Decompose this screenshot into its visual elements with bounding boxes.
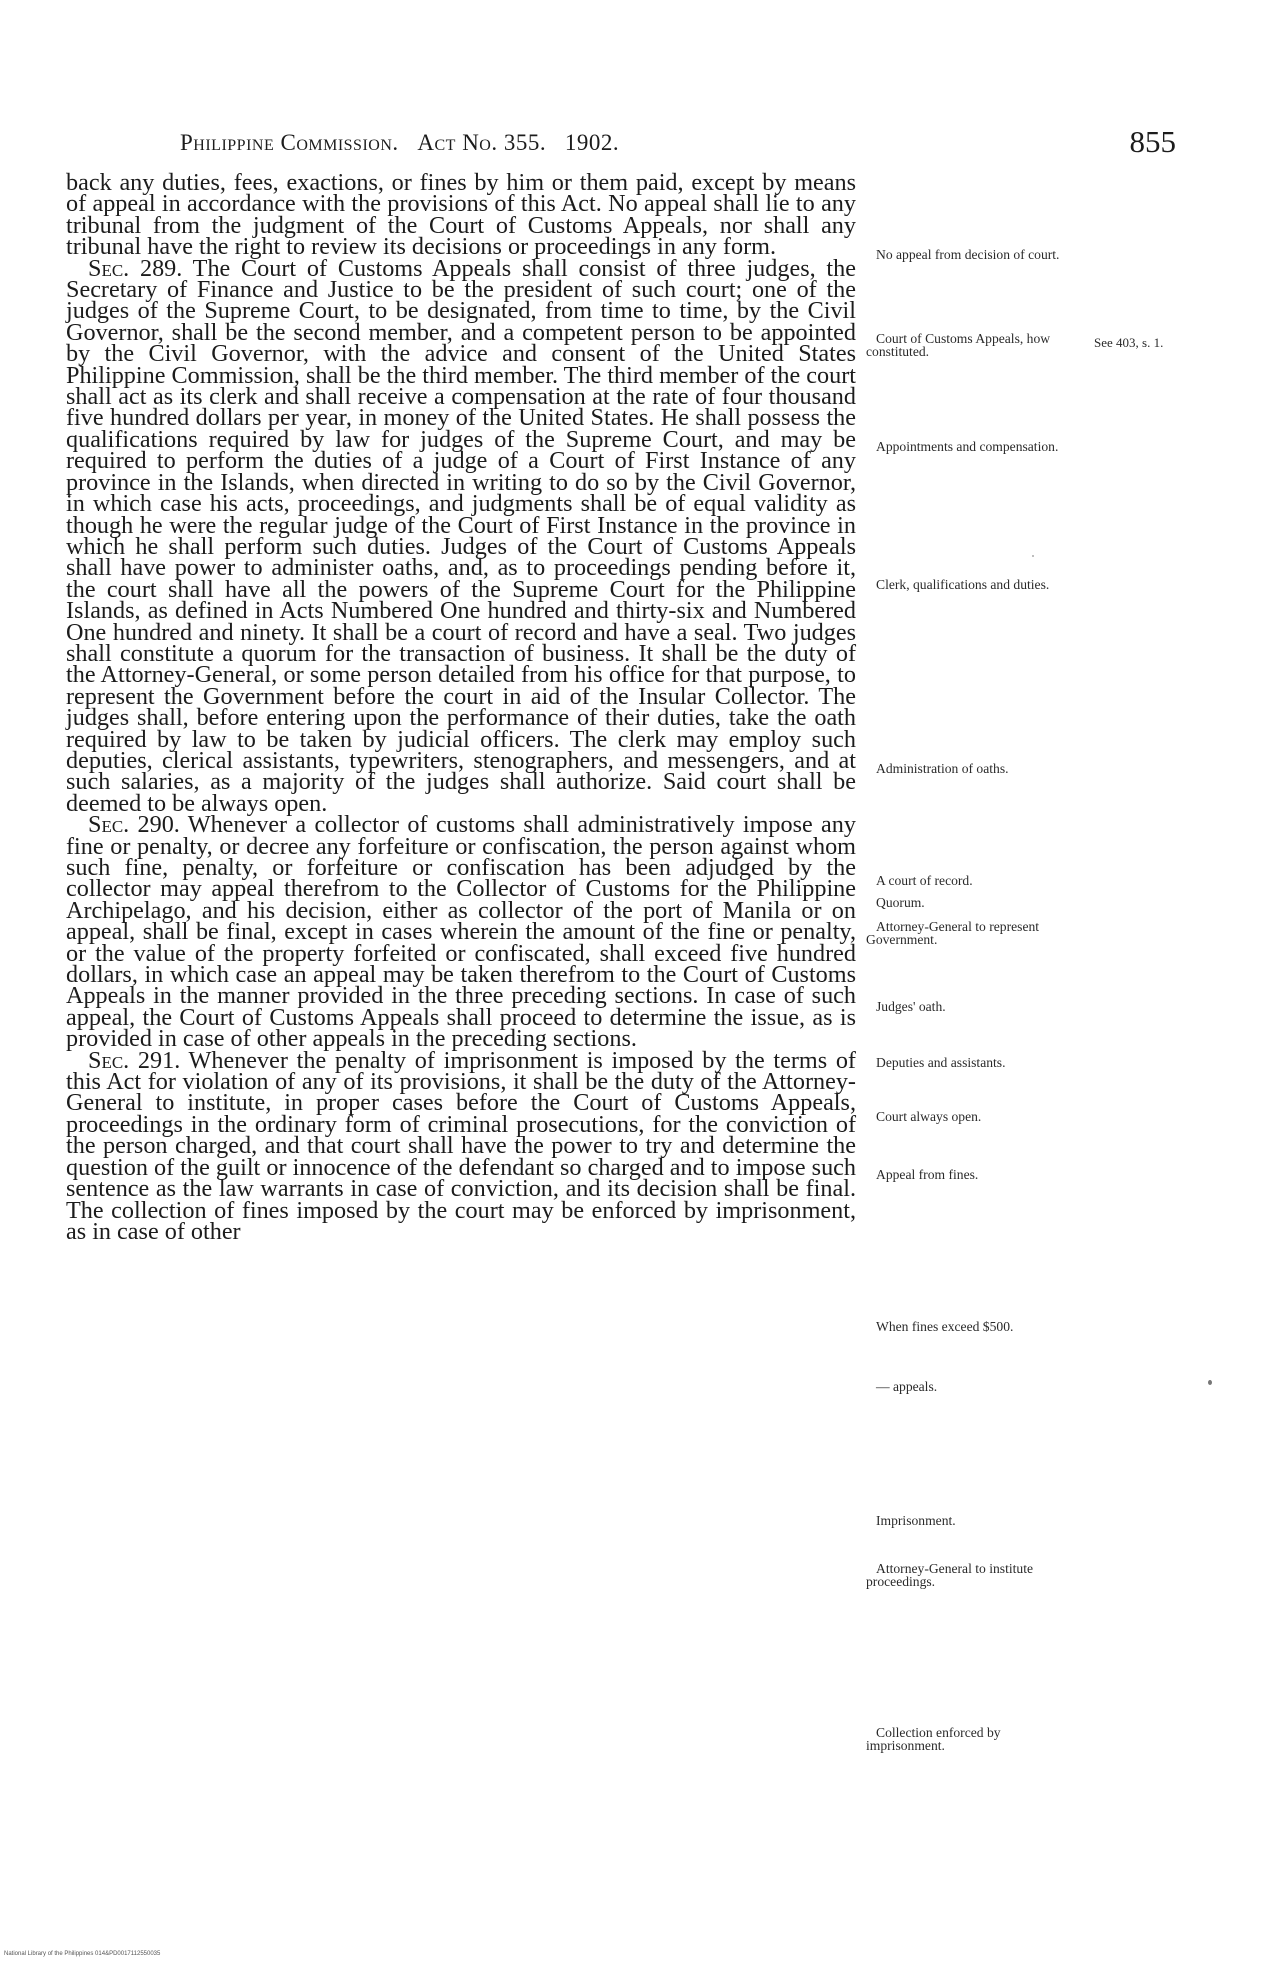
- margin-note: Collection enforced by imprisonment.: [866, 1725, 1001, 1753]
- margin-note: Clerk, qualifications and duties.: [876, 577, 1050, 592]
- margin-note: A court of record.: [876, 873, 973, 888]
- paragraph-continuation: back any duties, fees, exactions, or fines by him or them paid, except by means of appeal in accordance with the provisions of this Act. No appeal shall lie to any tribunal from the judgment of the Court of Customs Appeals, nor shall any tribunal have the right to review its decisions or proceedings in any form.: [66, 169, 856, 261]
- section-label: Sec. 290.: [88, 811, 180, 839]
- margin-cross-reference: See 403, s. 1.: [1094, 335, 1164, 350]
- page-header: [180, 118, 1180, 158]
- running-head-year: 1902.: [564, 130, 620, 155]
- section-291: Sec. 291. Whenever the penalty of imprisonment is imposed by the terms of this Act for violation of any of its provisions, it shall be the duty of the Attorney-General to institute, in proper cases before the Court of Customs Appeals, proceedings in the ordinary form of criminal prosecutions, for the conviction of the person charged, and that court shall have the power to try and determine the question of the guilt or innocence of the defendant so charged and to impose such sentence as the law warrants in case of conviction, and its decision shall be final. The collection of fines imposed by the court may be enforced by imprisonment, as in case of other: [66, 1046, 856, 1245]
- margin-note: Quorum.: [876, 895, 925, 910]
- margin-note: Attorney-General to represent Government.: [866, 919, 1040, 947]
- margin-note: Appointments and compensation.: [876, 439, 1059, 454]
- page-number: 855: [1129, 124, 1176, 159]
- margin-note: No appeal from decision of court.: [876, 247, 1060, 262]
- margin-note: Administration of oaths.: [876, 761, 1009, 776]
- section-290: Sec. 290. Whenever a collector of customs shall administratively impose any fine or penalty, or decree any forfeiture or confiscation, the person against whom such fine, penalty, or forfeiture or confiscation has been adjudged by the collector may appeal therefrom to the Collector of Customs for the Philippine Archipelago, and his decision, either as collector of the port of Manila or on appeal, shall be final, except in cases wherein the amount of the fine or penalty, or the value of the property forfeited or confiscated, shall exceed five hundred dollars, in which case an appeal may be taken therefrom to the Court of Customs Appeals in the manner provided in the three preceding sections. In case of such appeal, the Court of Customs Appeals shall proceed to determine the issue, as is provided in case of other appeals in the preceding sections.: [66, 811, 856, 1053]
- section-289: Sec. 289. The Court of Customs Appeals shall consist of three judges, the Secretary of Finance and Justice to be the president of such court; one of the judges of the Supreme Court, to be designated, from time to time, by the Civil Governor, shall be the second member, and a competent person to be appointed by the Civil Governor, with the advice and consent of the United States Philippine Commission, shall be the third member. The third member of the court shall act as its clerk and shall receive a compensation at the rate of four thousand five hundred dollars per year, in money of the United States. He shall possess the qualifications required by law for judges of the Supreme Court, and may be required to perform the duties of a judge of a Court of First Instance of any province in the Islands, when directed in writing to do so by the Civil Governor, in which case his acts, proceedings, and judgments shall be of equal validity as though he were the regular judge of the Court of First Instance in the province in which he shall perform such duties. Judges of the Court of Customs Appeals shall have power to administer oaths, and, as to proceedings pending before it, the court shall have all the powers of the Supreme Court for the Philippine Islands, as defined in Acts Numbered One hundred and thirty-six and Numbered One hundred and ninety. It shall be a court of record and have a seal. Two judges shall constitute a quorum for the transaction of business. It shall be the duty of the Attorney-General, or some person detailed from his office for that purpose, to represent the Government before the court in aid of the Insular Collector. The judges shall, before entering upon the performance of their duties, take the oath required by law to be taken by judicial officers. The clerk may employ such deputies, clerical assistants, typewriters, stenographers, and messengers, and at such salaries, as a majority of the judges shall authorize. Said court shall be deemed to be always open.: [66, 254, 856, 817]
- running-head-act: Act No. 355.: [417, 130, 547, 155]
- scan-footer: National Library of the Philippines 014&PD0017112550035: [4, 1951, 161, 1957]
- scan-speck: [1208, 1380, 1212, 1385]
- margin-note: Attorney-General to institute proceedings.: [866, 1561, 1034, 1589]
- margin-note: When fines exceed $500.: [876, 1319, 1014, 1334]
- scan-speck: [1032, 555, 1034, 557]
- margin-note: Appeal from fines.: [876, 1167, 979, 1182]
- section-label: Sec. 291.: [88, 1046, 181, 1074]
- body-text: [66, 169, 856, 1245]
- margin-note: Judges' oath.: [876, 999, 946, 1014]
- margin-note: Imprisonment.: [876, 1513, 956, 1528]
- margin-note: Deputies and assistants.: [876, 1055, 1006, 1070]
- margin-note: — appeals.: [876, 1379, 938, 1394]
- running-head: [180, 130, 619, 156]
- section-label: Sec. 289.: [88, 254, 183, 282]
- running-head-commission: Philippine Commission.: [180, 130, 399, 155]
- margin-note: Court of Customs Appeals, how constituted.: [866, 331, 1051, 359]
- margin-note: Court always open.: [876, 1109, 982, 1124]
